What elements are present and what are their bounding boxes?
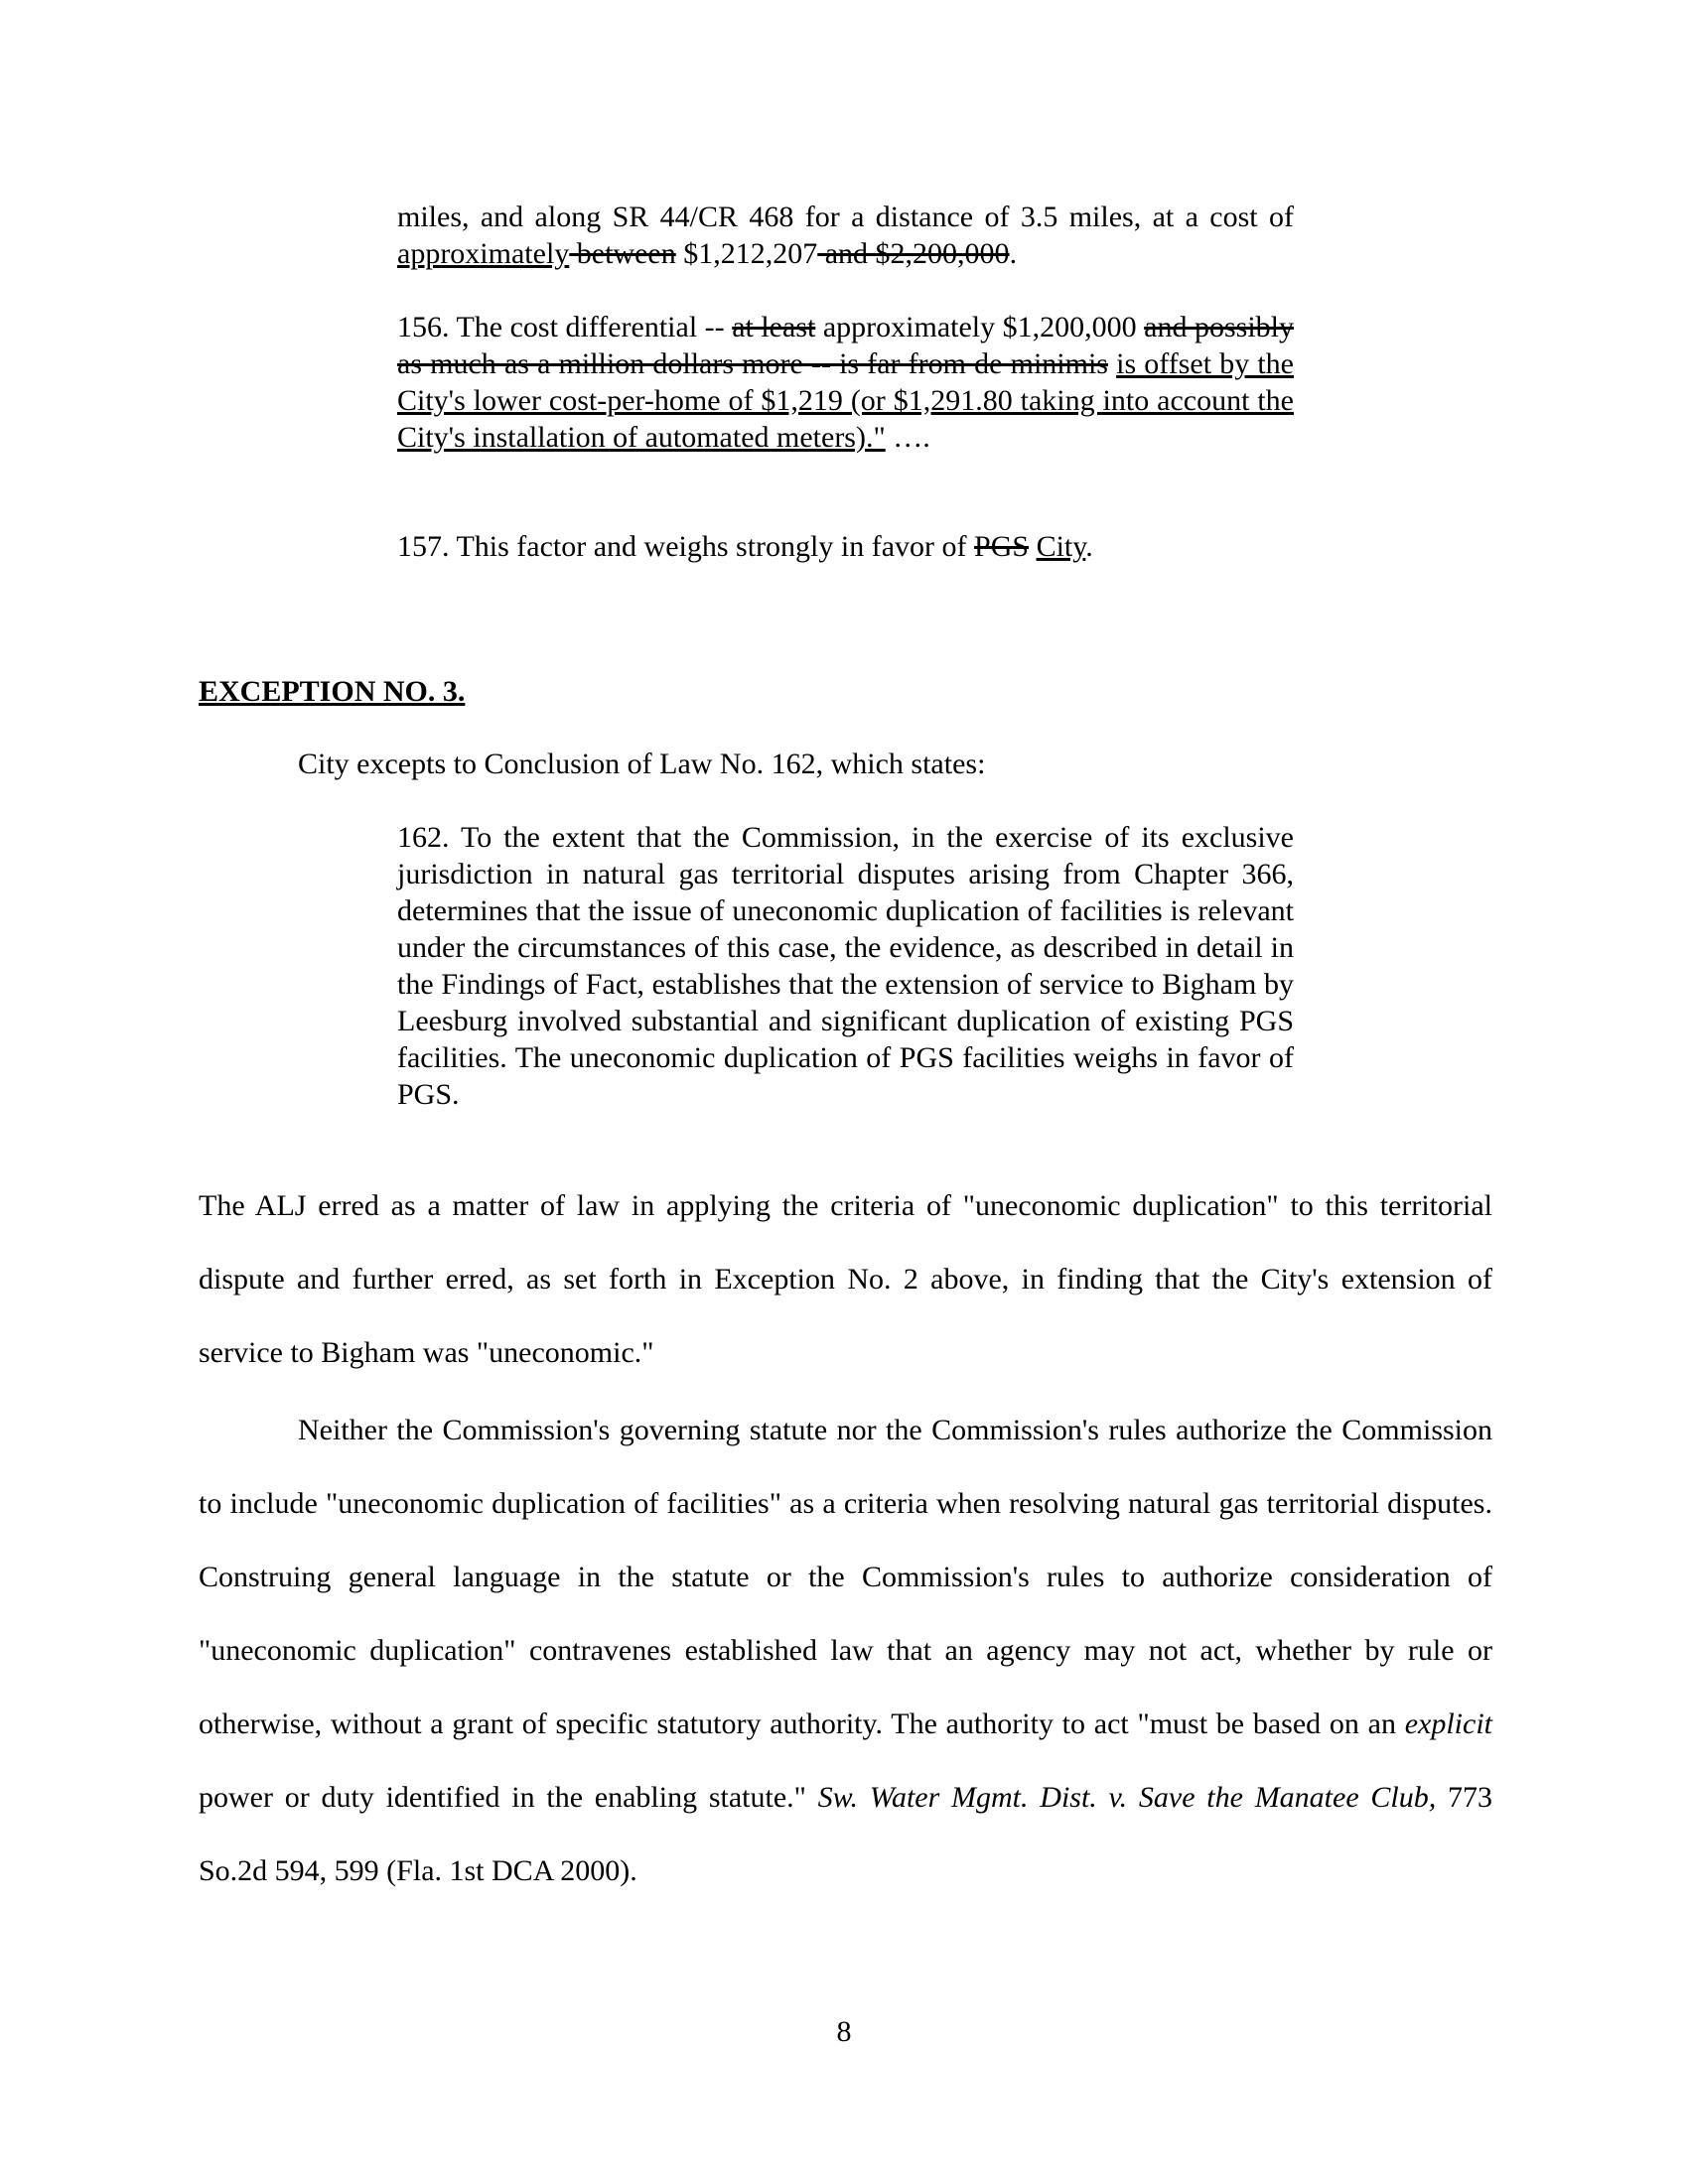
page-number: 8 bbox=[836, 2015, 852, 2048]
emphasis-text: explicit bbox=[1404, 1707, 1492, 1740]
deleted-text: and possibly as much as a million dollars more -- is far from de minimis bbox=[397, 311, 1294, 380]
exception-intro: City excepts to Conclusion of Law No. 162, which states: bbox=[298, 748, 986, 780]
quoted-paragraph-157 bbox=[397, 528, 1294, 565]
text-run: Neither the Commission's governing statute nor the Commission's rules authorize the Commission to include "uneconomic duplication of facilities" as a criteria when resolving natural gas territorial disputes. Construing general language in the statute or the Commission's rules to authorize consideration of "uneconomic duplication" contravenes established law that an agency may not act, whether by rule or otherwise, without a grant of specific statutory authority. The authority to act "must be based on an bbox=[199, 1414, 1492, 1740]
text-run: 157. This factor and weighs strongly in favor of bbox=[397, 530, 975, 563]
text-run: . bbox=[1085, 530, 1093, 563]
deleted-text: between bbox=[569, 237, 676, 270]
text-run: 773 So.2d 594, 599 (Fla. 1st DCA 2000). bbox=[199, 1781, 1493, 1887]
body-paragraph-2 bbox=[199, 1394, 1492, 1908]
inserted-text: City bbox=[1036, 530, 1086, 563]
body-paragraph-1: The ALJ erred as a matter of law in applying the criteria of "uneconomic duplication" to this territorial dispute and further erred, as set forth in Exception No. 2 above, in finding that the City's extension of service to Bigham was "uneconomic." bbox=[199, 1189, 1492, 1369]
text-run: …. bbox=[885, 421, 930, 454]
text-run: power or duty identified in the enabling statute." bbox=[199, 1781, 818, 1814]
deleted-text: at least bbox=[732, 311, 816, 343]
text-run: approximately $1,200,000 bbox=[815, 311, 1145, 343]
case-citation: Sw. Water Mgmt. Dist. v. Save the Manatee Club, bbox=[817, 1781, 1437, 1814]
text-run: 156. The cost differential -- bbox=[397, 311, 733, 343]
quoted-paragraph-156 bbox=[397, 309, 1294, 456]
deleted-text: PGS bbox=[974, 530, 1030, 563]
inserted-text: is offset by the City's lower cost-per-home of $1,219 (or $1,291.80 taking into account the City's installation of automated meters)." bbox=[397, 347, 1294, 454]
text-run: miles, and along SR 44/CR 468 for a distance of 3.5 miles, at a cost of bbox=[397, 201, 1294, 233]
deleted-text: and $2,200,000 bbox=[817, 237, 1010, 270]
text-run bbox=[1108, 347, 1116, 380]
inserted-text: approximately bbox=[397, 237, 570, 270]
exception-heading: EXCEPTION NO. 3. bbox=[199, 675, 466, 708]
text-run bbox=[1029, 530, 1037, 563]
quoted-paragraph-155-continued bbox=[397, 199, 1294, 272]
text-run: $1,212,207 bbox=[675, 237, 818, 270]
text-run: . bbox=[1009, 237, 1018, 270]
quoted-conclusion-162: 162. To the extent that the Commission, in the exercise of its exclusive jurisdiction in natural gas territorial disputes arising from Chapter 366, determines that the issue of uneconomic duplication of facilities is relevant under the circumstances of this case, the evidence, as described in detail in the Findings of Fact, establishes that the extension of service to Bigham by Leesburg involved substantial and significant duplication of existing PGS facilities. The uneconomic duplication of PGS facilities weighs in favor of PGS. bbox=[397, 821, 1294, 1111]
